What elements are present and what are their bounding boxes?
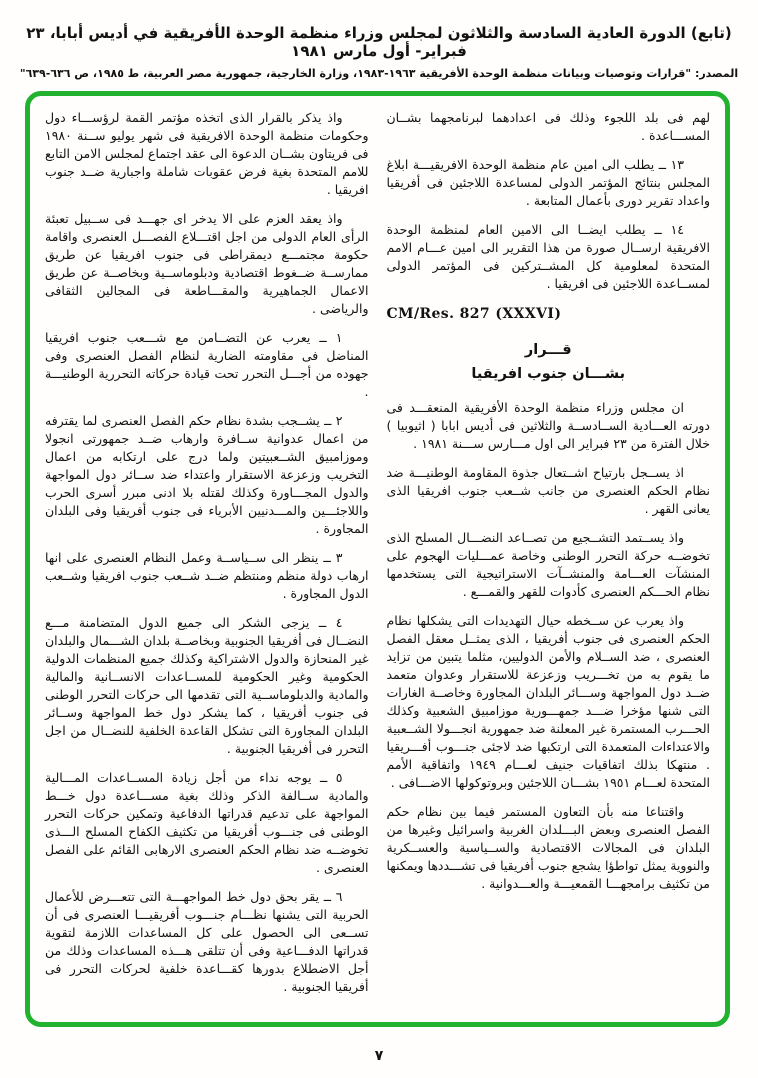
operative-paragraph-4: ٤ ــ يزجى الشكر الى جميع الدول المتضامنة مـــع النضــال فى أفريقيا الجنوبية وبخاصــة بلدان الشـــمال والبلدان غير المنحازة والدول الاشتراكية وكذلك جميع المنظمات الدولية الحكومية وغير الحكومية للمســاعدات الانســانية والمالية والمادية والدبلوماســية التى تقدمها الى حركات التحرر الوطنى فى جنوب أفريقيا ، كما يشكر دول خط المواجهة وســائر البلدان المجاورة التى تشكل القاعدة الخلفية للنضــال من اجل التحرر فى أفريقيا الجنوبية . [45, 615, 369, 756]
preamble-paragraph: واذ يعرب عن ســخطه حيال التهديدات التى يشكلها نظام الحكم العنصرى فى جنوب أفريقيا ، الذى يمثــل معقل الفصل العنصرى ، ضد الســلام والأمن الدوليين، مثلما يتبين من تزايد ما يقوم به من تخـــريب وزعزعة للاستقرار وعدوان متعمد ضــد دول المواجهة وســـائر البلدان المجاورة وخاصــة الغارات التى شنها مؤخرا ضـــد جمهـــورية موزامبيق الشعبية وكذلك الحـــرب المستمرة غير المعلنة ضد جمهورية انجـــولا الشــعبية والاعتداءات المتعمدة التى ارتكبها ضد لاجئى جنـــوب أفـــريقيا . منتهكا بذلك اتفاقيات جنيف لعـــام ١٩٤٩ واتفاقية الأمم المتحدة لعـــام ١٩٥١ بشـــان اللاجئين وبروتوكولها الاضـــافى . [386, 612, 710, 790]
preamble-paragraph: اذ يســجل بارتياح اشــتعال جذوة المقاومة الوطنيـــة ضد نظام الحكم العنصرى من جانب شــعب جنوب افريقيا الذى يعانى القهر . [386, 464, 710, 516]
operative-paragraph-6: ٦ ــ يقر بحق دول خط المواجهـــة التى تتعـــرض للأعمال الحربية التى يشنها نظـــام جنـــوب أفريقيـــا العنصرى فى أن تســعى الى الحصول على كل المساعدات اللازمة لتقوية قدراتها الدفـــاعية وفى أن تتلقى هـــذه المساعدات وذلك من أجل الاضطلاع بدورها كقـــاعدة خلفية لحركات التحرر فى أفريقيا الجنوبية . [45, 889, 369, 994]
right-column [387, 109, 711, 1012]
preamble-paragraph: واذ يذكر بالقرار الذى اتخذه مؤتمر القمة لرؤســـاء دول وحكومات منظمة الوحدة الافريقية فى شهر يوليو ســنة ١٩٨٠ فى فريتاون بشــان الدعوة الى عقد اجتماع لمجلس الامن التابع للامم المتحدة بغية فرض عقوبات شاملة واجبارية ضــد جنوب افريقيا . [45, 110, 369, 197]
operative-paragraph-2: ٢ ــ يشــجب بشدة نظام حكم الفصل العنصرى لما يقترفه من اعمال عدوانية ســافرة وارهاب ضــد جمهورتى انجولا وموزامبيق الشــعبيتين ولما درج على ارتكابه من اعمال التخريب وزعزعة الاستقرار واعتداء ضد ســائر دول المواجهة والدول المجـــاورة وكذلك لقتله بلا ادنى مبرر أسرى الحرب واللاجئـــين والمـــدنيين الأبرياء فى جنوب أفريقيا وفى البلدان المجاورة . [45, 413, 369, 536]
paragraph-item-14: ١٤ ــ يطلب ايضــا الى الامين العام لمنظمة الوحدة الافريقية ارســال صورة من هذا التقرير الى امين عـــام الامم المتحدة لمعلومية كل المشــتركين فى المؤتمر الدولى لمســاعدة اللاجئين فى افريقيا . [386, 222, 710, 291]
operative-paragraph-3: ٣ ــ ينظر الى ســياســة وعمل النظام العنصرى على انها ارهاب دولة منظم ومنتظم ضــد شــعب جنوب افريقيا وشــعب الدول المجاورة . [45, 550, 369, 601]
preamble-paragraph: واذ يعقد العزم على الا يدخر اى جهـــد فى ســبيل تعبئة الرأى العام الدولى من اجل اقتـــلاع الفصـــل العنصرى واقامة حكومة مجتمـــع ديمقراطى فى جنوب افريقيا عن طريق ممارســة ضــغوط اقتصادية ودبلوماســية وبخاصــة عن طريق الاعمال الجماهيرية والمقـــاطعة فى المجالين الثقافى والرياضى . [45, 211, 369, 316]
page-footer [0, 1045, 758, 1064]
preamble-paragraph: ان مجلس وزراء منظمة الوحدة الأفريقية المنعقـــد فى دورته العـــادية الســادســة والثلاثين فى أديس ابابا ( اثيوبيا ) خلال الفترة من ٢٣ فبراير الى اول مـــارس ســـنة ١٩٨١ . [386, 399, 710, 451]
left-column [45, 109, 369, 1012]
page-header [0, 0, 758, 80]
source-citation-line: المصدر: "قرارات وتوصيات وبيانات منظمة الوحدة الأفريقية ١٩٦٣-١٩٨٣، وزارة الخارجية، جمهورية مصر العربية، ط ١٩٨٥، ص ٦٣٦-٦٣٩" [19, 67, 739, 80]
paragraph-continuation: لهم فى بلد اللجوء وذلك فى اعدادهما لبرنامجهما بشــان المســـاعدة . [386, 110, 710, 143]
paragraph-item-13: ١٣ ــ يطلب الى امين عام منظمة الوحدة الافريقيـــة ابلاغ المجلس بنتائج المؤتمر الدولى لمساعدة اللاجئين فى أفريقيا واعداد تقرير دورى بأعمال المتابعة . [386, 157, 710, 208]
resolution-title: قـــرار [524, 342, 572, 359]
preamble-paragraph: واذ يســتمد التشــجيع من تصــاعد النضـــال المسلح الذى تخوضــه حركة التحرر الوطنى وخاصة عمـــليات الهجوم على المنشآت العـــامة والمنشــآت الاستراتيجية التى يستخدمها نظام الحـــكم العنصرى كأدوات للقهر والقمـــع . [386, 529, 710, 599]
page-number: ٧ [374, 1048, 384, 1064]
document-green-frame [25, 91, 730, 1027]
session-title-line: (تابع) الدورة العادية السادسة والثلاثون لمجلس وزراء منظمة الوحدة الأفريقية في أديس أبابا، ٢٣ فبراير- أول مارس ١٩٨١ [26, 24, 732, 60]
resolution-reference: CM/Res. 827 (XXXVI) [386, 306, 562, 322]
preamble-paragraph: واقتناعا منه بأن التعاون المستمر فيما بين نظام حكم الفصل العنصرى وبعض البـــلدان الغربية واسرائيل وغيرها من البلدان فى المجالات الاقتصادية والســياسية والعســكرية والنووية يمثل تواطؤا يشجع جنوب أفريقيا فى تشـــددها ويمكنها من تكثيف برامجهـــا القمعيـــة والعـــدوانية . [386, 803, 710, 891]
operative-paragraph-5: ٥ ــ يوجه نداء من أجل زيادة المســاعدات المـــالية والمادية ســالفة الذكر وذلك بغية مســـاعدة دول خـــط المواجهة على تدعيم قدراتها الدفاعية وتمكين حركات التحرر الوطنى فى جنـــوب أفريقيا من تكثيف الكفاح المسلح الـــذى تخوضــه ضد نظام الحكم العنصرى الارهابى القائم على الفصل العنصرى . [45, 770, 369, 875]
operative-paragraph-1: ١ ــ يعرب عن التضــامن مع شـــعب جنوب افريقيا المناضل فى مقاومته الضارية لنظام الفصل العنصرى وفى جهوده من أجـــل التحرر تحت قيادة حركاته التحررية الوطنيـــة . [45, 330, 369, 399]
resolution-subtitle: بشـــان جنوب افريقيا [471, 366, 626, 383]
